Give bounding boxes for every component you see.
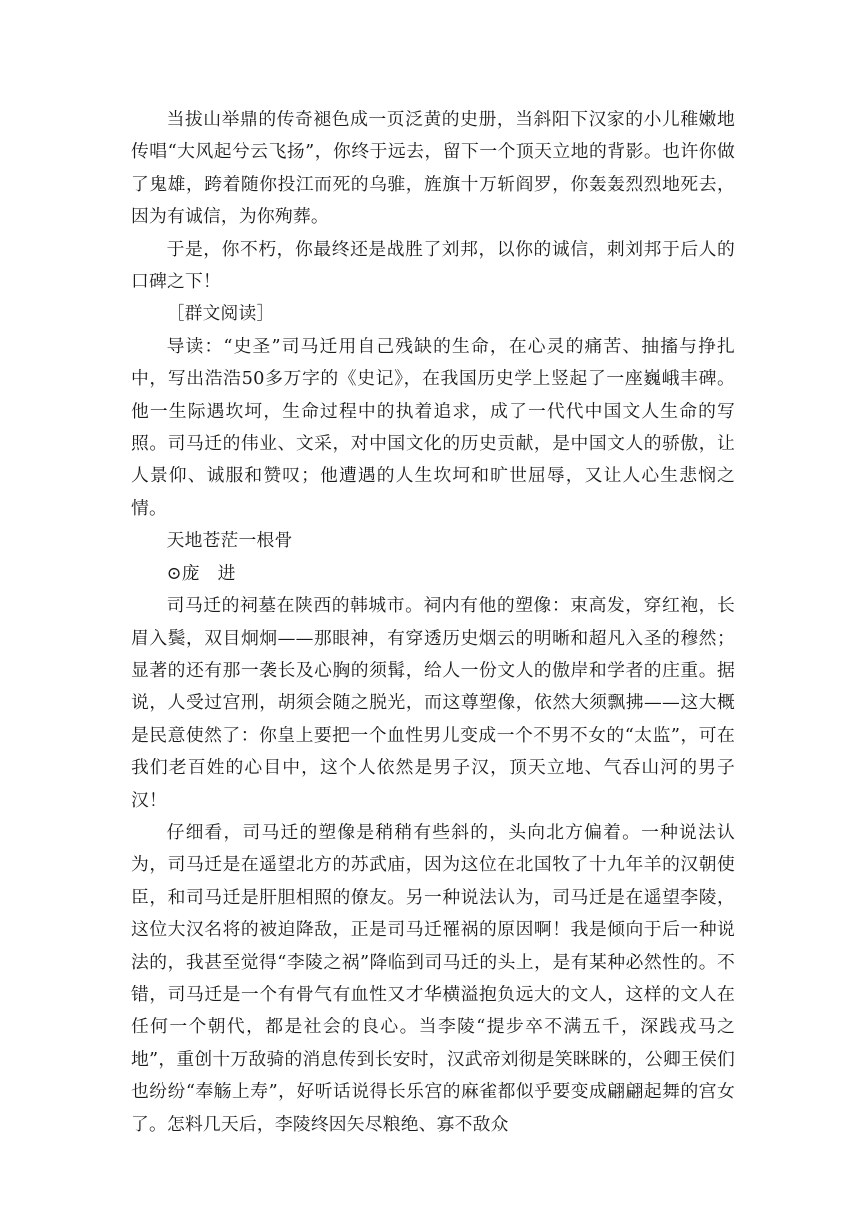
paragraph-shrine-statue: 司马迁的祠墓在陕西的韩城市。祠内有他的塑像：束高发，穿红袍，长眉入鬓，双目炯炯——那眼神，有穿透历史烟云的明晰和超凡入圣的穆然；显著的还有那一袭长及心胸的须髯，给人一份文人的傲岸和学者的庄重。据说，人受过宫刑，胡须会随之脱光，而这尊塑像，依然大须飘拂——这大概是民意使然了：你皇上要把一个血性男儿变成一个不男不女的“太监”，可在我们老百姓的心目中，这个人依然是男子汉，顶天立地、气吞山河的男子汉！	[131, 595, 735, 811]
paragraph-statue-tilt: 仔细看，司马迁的塑像是稍稍有些斜的，头向北方偏着。一种说法认为，司马迁是在遥望北方的苏武庙，因为这位在北国牧了十九年羊的汉朝使臣，和司马迁是肝胆相照的僚友。另一种说法认为，司马迁是在遥望李陵，这位大汉名将的被迫降敌，正是司马迁罹祸的原因啊！我是倾向于后一种说法的，我甚至觉得“李陵之祸”降临到司马迁的头上，是有某种必然性的。不错，司马迁是一个有骨气有血性又才华横溢抱负远大的文人，这样的文人在任何一个朝代，都是社会的良心。当李陵“提步卒不满五千，深践戎马之地”，重创十万敌骑的消息传到长安时，汉武帝刘彻是笑眯眯的，公卿王侯们也纷纷“奉觞上寿”，好听话说得长乐宫的麻雀都似乎要变成翩翩起舞的宫女了。怎料几天后，李陵终因矢尽粮绝、寡不敌众	[131, 821, 735, 1135]
paragraph-guide: 导读：“史圣”司马迁用自己残缺的生命，在心灵的痛苦、抽搐与挣扎中，写出浩浩50多万字的《史记》，在我国历史学上竖起了一座巍峨丰碑。他一生际遇坎坷，生命过程中的执着追求，成了一代代中国文人生命的写照。司马迁的伟业、文采，对中国文化的历史贡献，是中国文人的骄傲，让人景仰、诚服和赞叹；他遭遇的人生坎坷和旷世屈辱，又让人心生悲悯之情。	[131, 335, 735, 519]
section-heading-group-reading: ［群文阅读］	[166, 303, 275, 325]
paragraph-xiang-yu-ending: 当拔山举鼎的传奇褪色成一页泛黄的史册，当斜阳下汉家的小儿稚嫩地传唱“大风起兮云飞扬”，你终于远去，留下一个顶天立地的背影。也许你做了鬼雄，跨着随你投江而死的乌骓，旌旗十万斩阎罗，你轰轰烈烈地死去，因为有诚信，为你殉葬。	[131, 109, 735, 228]
paragraph-immortal: 于是，你不朽，你最终还是战胜了刘邦，以你的诚信，刺刘邦于后人的口碑之下！	[131, 238, 735, 293]
article-author: ⊙庞 进	[166, 562, 236, 584]
article-title: 天地苍茫一根骨	[166, 530, 293, 552]
document-page	[131, 104, 735, 1141]
